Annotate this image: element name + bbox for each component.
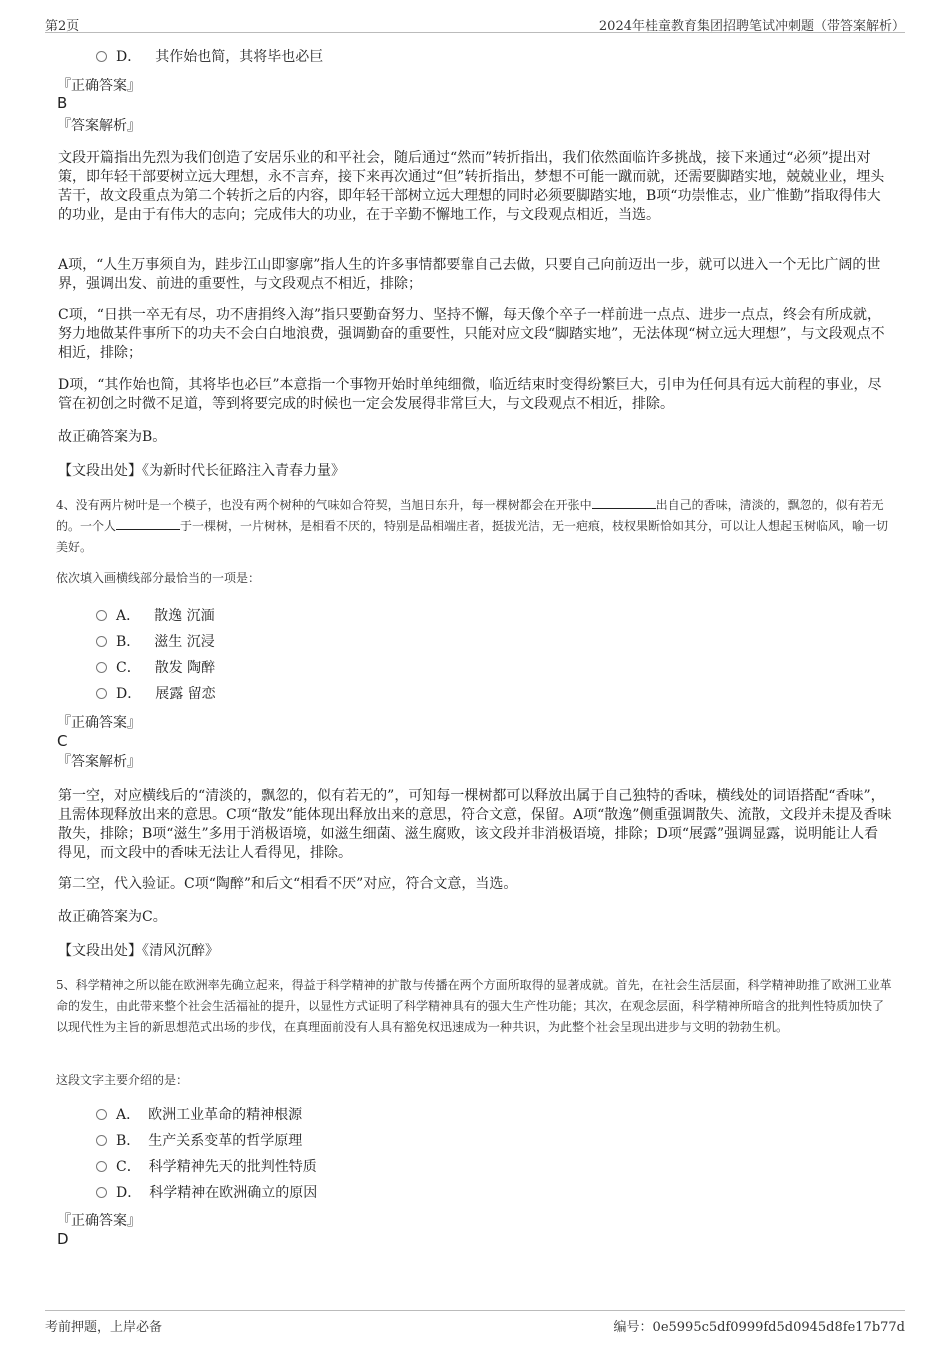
q4-prompt: 依次填入画横线部分最恰当的一项是：: [56, 571, 261, 585]
q4-option-c[interactable]: C． 散发 陶醉: [96, 658, 215, 678]
q5-correct-label: 『正确答案』: [57, 1213, 141, 1229]
q4-analysis-p1: 第一空，对应横线后的“清淡的，飘忽的，似有若无的”，可知每一棵树都可以释放出属于自己独特的香味，横线处的词语搭配“香味”，且需体现释放出来的意思。C项“散发”能体现出释放出来的意思，符合文意，保留。A项“散逸”侧重强调散失、流散，文段并未提及香味散失，排除；B项“滋生”多用于消极语境，如滋生细菌、滋生腐败，该文段并非消极语境，排除；D项“展露”强调显露，说明能让人看得见，而文段中的香味无法让人看得见，排除。: [58, 788, 892, 861]
q5-option-b[interactable]: B． 生产关系变革的哲学原理: [96, 1131, 302, 1151]
q3-option-d[interactable]: D． 其作始也简，其将毕也必巨: [96, 47, 323, 67]
q5-stem: 5、科学精神之所以能在欧洲率先确立起来，得益于科学精神的扩散与传播在两个方面所取得的显著成就。首先，在社会生活层面，科学精神助推了欧洲工业革命的发生，由此带来整个社会生活福祉的提升，以显性方式证明了科学精神具有的强大生产性功能；其次，在观念层面，科学精神所暗含的批判性特质加快了以现代性为主旨的新思想范式出场的步伐，在真理面前没有人具有豁免权迅速成为一种共识，为此整个社会呈现出进步与文明的勃勃生机。: [56, 978, 892, 1034]
q3-source: 【文段出处】《为新时代长征路注入青春力量》: [58, 463, 345, 479]
q3-analysis-p2: A项，“人生万事须自为，跬步江山即寥廓”指人生的许多事情都要靠自己去做，只要自己向前迈出一步，就可以进入一个无比广阔的世界，强调出发、前进的重要性，与文段观点不相近，排除；: [58, 257, 881, 292]
radio-icon[interactable]: [96, 610, 107, 621]
q3-answer: B: [57, 94, 68, 112]
document-title: 2024年桂童教育集团招聘笔试冲刺题（带答案解析）: [598, 19, 905, 34]
q3-analysis-p4: D项，“其作始也简，其将毕也必巨”本意指一个事物开始时单纯细微，临近结束时变得纷繁巨大，引申为任何具有远大前程的事业，尽管在初创之时微不足道，等到将要完成的时候也一定会发展得非常巨大，与文段观点不相近，排除。: [58, 377, 882, 412]
q4-option-b[interactable]: B． 滋生 沉浸: [96, 632, 215, 652]
q4-option-d[interactable]: D． 展露 留恋: [96, 684, 216, 704]
q3-analysis-p1: 文段开篇指出先烈为我们创造了安居乐业的和平社会，随后通过“然而”转折指出，我们依然面临许多挑战，接下来通过“必须”提出对策，即年轻干部要树立远大理想，永不言弃，接下来再次通过“但”转折指出，梦想不可能一蹴而就，还需要脚踏实地，兢兢业业，埋头苦干，故文段重点为第二个转折之后的内容，即年轻干部树立远大理想的同时必须要脚踏实地，B项“功崇惟志，业广惟勤”指取得伟大的功业，是由于有伟大的志向；完成伟大的功业，在于辛勤不懈地工作，与文段观点相近，当选。: [58, 150, 885, 223]
radio-icon[interactable]: [96, 662, 107, 673]
q3-conclusion: 故正确答案为B。: [58, 429, 167, 445]
radio-icon[interactable]: [96, 1187, 107, 1198]
q5-answer: D: [57, 1230, 69, 1248]
footer-slogan: 考前押题，上岸必备: [45, 1320, 163, 1335]
q4-analysis-label: 『答案解析』: [57, 754, 141, 770]
q4-option-a[interactable]: A． 散逸 沉湎: [96, 606, 215, 626]
radio-icon[interactable]: [96, 688, 107, 699]
q3-analysis-p3: C项，“日拱一卒无有尽，功不唐捐终入海”指只要勤奋努力、坚持不懈，每天像个卒子一样前进一点点、进步一点点，终会有所成就，努力地做某件事所下的功夫不会白白地浪费，强调勤奋的重要性，只能对应文段“脚踏实地”，无法体现“树立远大理想”，与文段观点不相近，排除；: [58, 307, 885, 361]
radio-icon[interactable]: [96, 1109, 107, 1120]
radio-icon[interactable]: [96, 51, 107, 62]
q4-stem: 4、没有两片树叶是一个模子，也没有两个树种的气味如合符契，当旭日东升，每一棵树都会在开张中 出自己的香味，清淡的，飘忽的，似有若无的。一个人 于一棵树，一片树林，是相看不厌的，特别是品相端庄者，挺拔光洁，无一疤痕，枝杈果断恰如其分，可以让人想起玉树临风，喻一切美好。: [56, 495, 894, 558]
q5-option-d[interactable]: D． 科学精神在欧洲确立的原因: [96, 1183, 317, 1203]
q4-answer: C: [57, 732, 68, 750]
fill-blank: [116, 516, 180, 530]
q4-analysis-p2: 第二空，代入验证。C项“陶醉”和后文“相看不厌”对应，符合文意，当选。: [58, 876, 518, 892]
q3-correct-label: 『正确答案』: [57, 78, 141, 94]
radio-icon[interactable]: [96, 636, 107, 647]
q5-option-a[interactable]: A． 欧洲工业革命的精神根源: [96, 1105, 302, 1125]
page-header: [45, 12, 905, 33]
document-code: 编号：0e5995c5df0999fd5d0945d8fe17b77d: [613, 1320, 905, 1335]
q4-correct-label: 『正确答案』: [57, 715, 141, 731]
page-number: 第2页: [45, 19, 80, 34]
page-footer: [45, 1310, 905, 1335]
radio-icon[interactable]: [96, 1135, 107, 1146]
q4-source: 【文段出处】《清风沉醉》: [58, 943, 219, 959]
q5-option-c[interactable]: C． 科学精神先天的批判性特质: [96, 1157, 317, 1177]
radio-icon[interactable]: [96, 1161, 107, 1172]
q5-prompt: 这段文字主要介绍的是：: [56, 1073, 189, 1087]
q3-analysis-label: 『答案解析』: [57, 118, 141, 134]
fill-blank: [592, 495, 656, 509]
q4-conclusion: 故正确答案为C。: [58, 909, 167, 925]
